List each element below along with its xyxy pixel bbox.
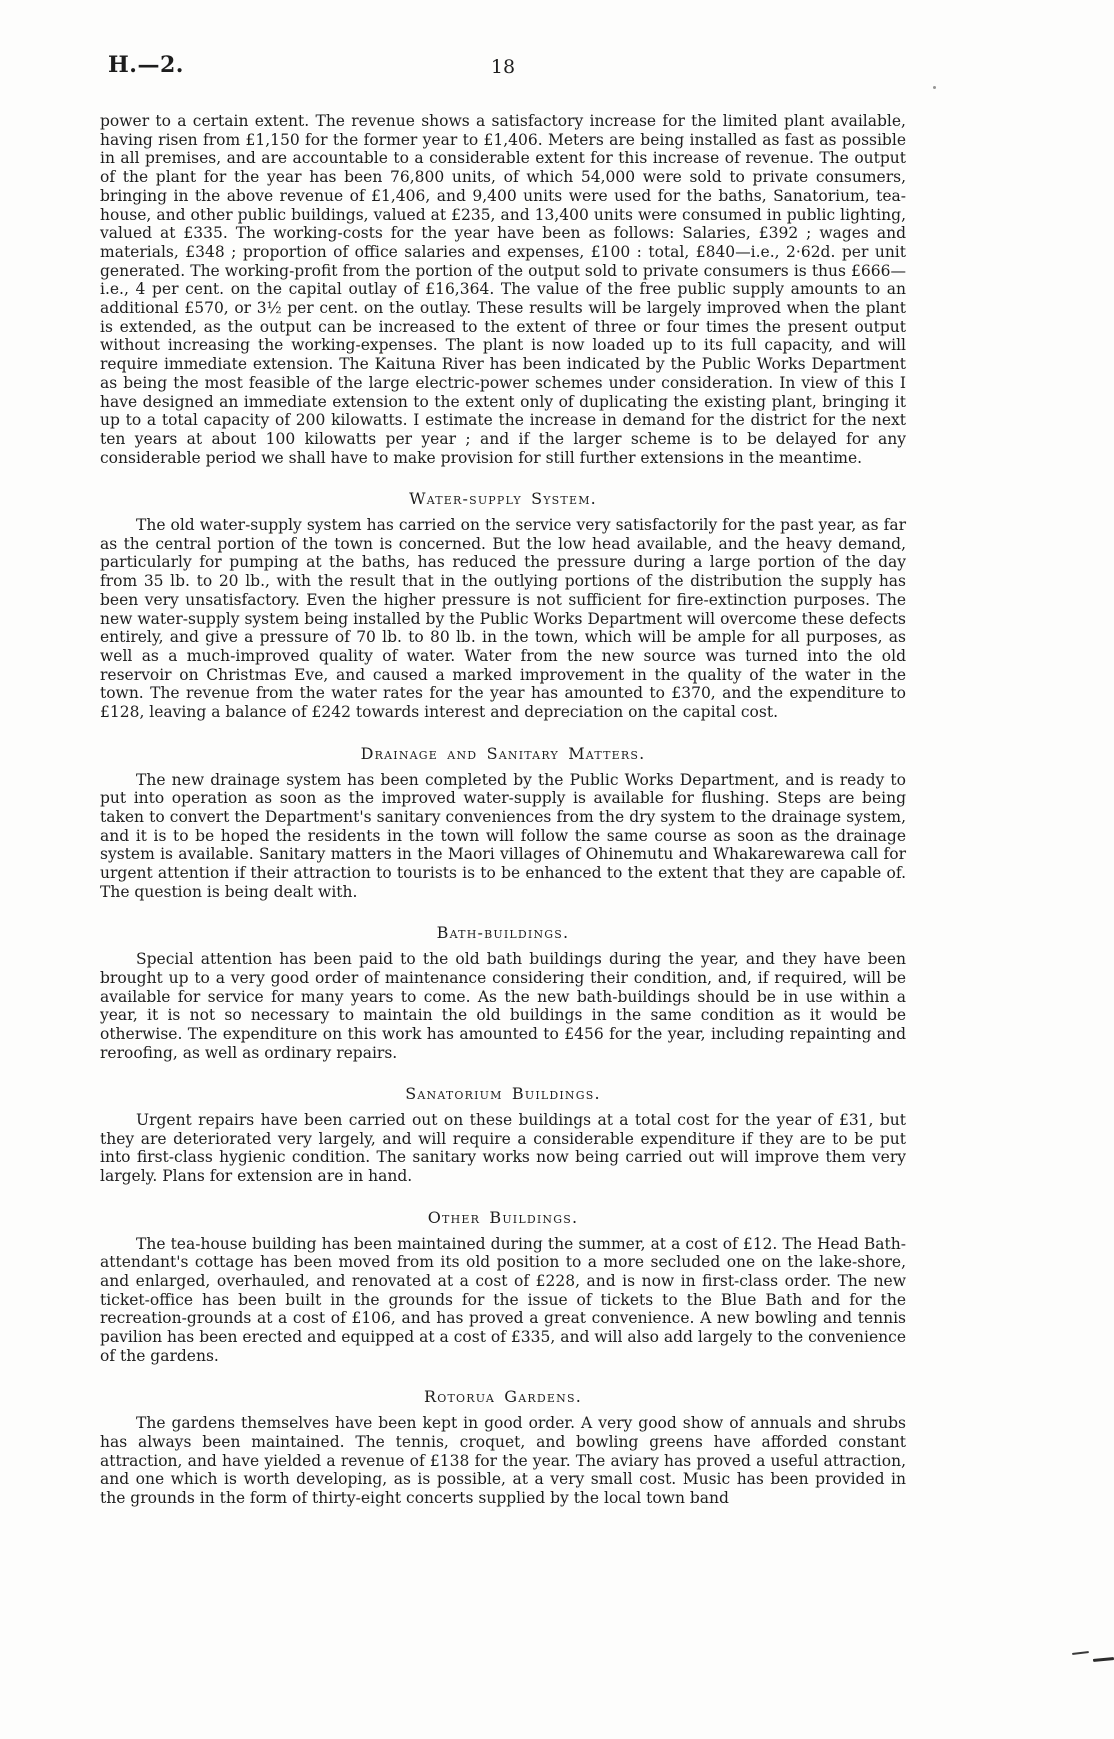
- section-heading-sanatorium-buildings: Sanatorium Buildings.: [405, 1084, 601, 1104]
- section-heading-bath-buildings: Bath-buildings.: [436, 923, 570, 943]
- page-header: [100, 52, 906, 86]
- section-heading-rotorua-gardens: Rotorua Gardens.: [424, 1387, 582, 1407]
- section-paragraph: The gardens themselves have been kept in good order. A very good show of annuals and shrubs has always been maintained. The tennis, croquet, and bowling greens have afforded constant attraction, and have yielded a revenue of £138 for the year. The aviary has proved a useful attraction, and one which is worth developing, as is possible, at a very small cost. Music has been provided in the grounds in the form of thirty-eight concerts supplied by the local town band: [100, 1414, 906, 1507]
- section-paragraph: The old water-supply system has carried on the service very satisfactorily for the past year, as far as the central portion of the town is concerned. But the low head available, and the heavy demand, particularly for pumping at the baths, has reduced the pressure during a large portion of the day from 35 lb. to 20 lb., with the result that in the outlying portions of the distribution the supply has been very unsatisfactory. Even the higher pressure is not sufficient for fire-extinction purposes. The new water-supply system being installed by the Public Works Department will overcome these defects entirely, and give a pressure of 70 lb. to 80 lb. in the town, which will be ample for all purposes, as well as a much-improved quality of water. Water from the new source was turned into the old reservoir on Christmas Eve, and caused a marked improvement in the quality of the water in the town. The revenue from the water rates for the year has amounted to £370, and the expenditure to £128, leaving a balance of £242 towards interest and depreciation on the capital cost.: [100, 516, 906, 722]
- section-water-supply-system: [100, 490, 906, 721]
- section-bath-buildings: [100, 924, 906, 1062]
- continuation-paragraph: power to a certain extent. The revenue shows a satisfactory increase for the limited plant available, having risen from £1,150 for the former year to £1,406. Meters are being installed as fast as possible in all premises, and are accountable to a considerable extent for this increase of revenue. The output of the plant for the year has been 76,800 units, of which 54,000 were sold to private consumers, bringing in the above revenue of £1,406, and 9,400 units were used for the baths, Sanatorium, tea-house, and other public buildings, valued at £235, and 13,400 units were consumed in public lighting, valued at £335. The working-costs for the year have been as follows: Salaries, £392 ; wages and materials, £348 ; proportion of office salaries and expenses, £100 : total, £840—i.e., 2·62d. per unit generated. The working-profit from the portion of the output sold to private consumers is thus £666—i.e., 4 per cent. on the capital outlay of £16,364. The value of the free public supply amounts to an additional £570, or 3½ per cent. on the outlay. These results will be largely improved when the plant is extended, as the output can be increased to the extent of three or four times the present output without increasing the working-expenses. The plant is now loaded up to its full capacity, and will require immediate extension. The Kaituna River has been indicated by the Public Works Department as being the most feasible of the large electric-power schemes under consideration. In view of this I have designed an immediate extension to the extent only of duplicating the existing plant, bringing it up to a total capacity of 200 kilowatts. I estimate the increase in demand for the district for the next ten years at about 100 kilowatts per year ; and if the larger scheme is to be delayed for any considerable period we shall have to make provision for still further extensions in the meantime.: [100, 112, 906, 467]
- section-rotorua-gardens: [100, 1388, 906, 1507]
- scan-speck-mark: [933, 86, 936, 89]
- section-heading-other-buildings: Other Buildings.: [427, 1207, 579, 1227]
- section-paragraph: The tea-house building has been maintained during the summer, at a cost of £12. The Head Bath-attendant's cottage has been moved from its old position to a more secluded one on the lake-shore, and enlarged, overhauled, and renovated at a cost of £228, and is now in first-class order. The new ticket-office has been built in the grounds for the issue of tickets to the Blue Bath and for the recreation-grounds at a cost of £106, and has proved a great convenience. A new bowling and tennis pavilion has been erected and equipped at a cost of £335, and will also add largely to the convenience of the gardens.: [100, 1234, 906, 1365]
- section-paragraph: Urgent repairs have been carried out on these buildings at a total cost for the year of £31, but they are deteriorated very largely, and will require a considerable expenditure if they are to be put into first-class hygienic condition. The sanitary works now being carried out will improve them very largely. Plans for extension are in hand.: [100, 1111, 906, 1186]
- stray-pen-mark: [1093, 1657, 1114, 1662]
- section-sanatorium-buildings: [100, 1085, 906, 1186]
- stray-pen-mark: [1072, 1651, 1089, 1655]
- page-body: [100, 112, 906, 1508]
- section-heading-water-supply-system: Water-supply System.: [409, 489, 597, 509]
- section-other-buildings: [100, 1209, 906, 1366]
- document-reference: H.—2.: [108, 52, 184, 78]
- page-number: 18: [490, 56, 516, 78]
- section-paragraph: Special attention has been paid to the old bath buildings during the year, and they have been brought up to a very good order of maintenance considering their condition, and, if required, will be available for service for many years to come. As the new bath-buildings should be in use within a year, it is not so necessary to maintain the old buildings in the same condition as it would be otherwise. The expenditure on this work has amounted to £456 for the year, including repainting and reroofing, as well as ordinary repairs.: [100, 950, 906, 1062]
- section-paragraph: The new drainage system has been completed by the Public Works Department, and is ready to put into operation as soon as the improved water-supply is available for flushing. Steps are being taken to convert the Department's sanitary conveniences from the dry system to the drainage system, and it is to be hoped the residents in the town will follow the same course as soon as the drainage system is available. Sanitary matters in the Maori villages of Ohinemutu and Whakarewarewa call for urgent attention if their attraction to tourists is to be enhanced to the extent that they are capable of. The question is being dealt with.: [100, 770, 906, 901]
- section-heading-drainage-and-sanitary-matters: Drainage and Sanitary Matters.: [360, 743, 646, 763]
- section-drainage-and-sanitary-matters: [100, 745, 906, 902]
